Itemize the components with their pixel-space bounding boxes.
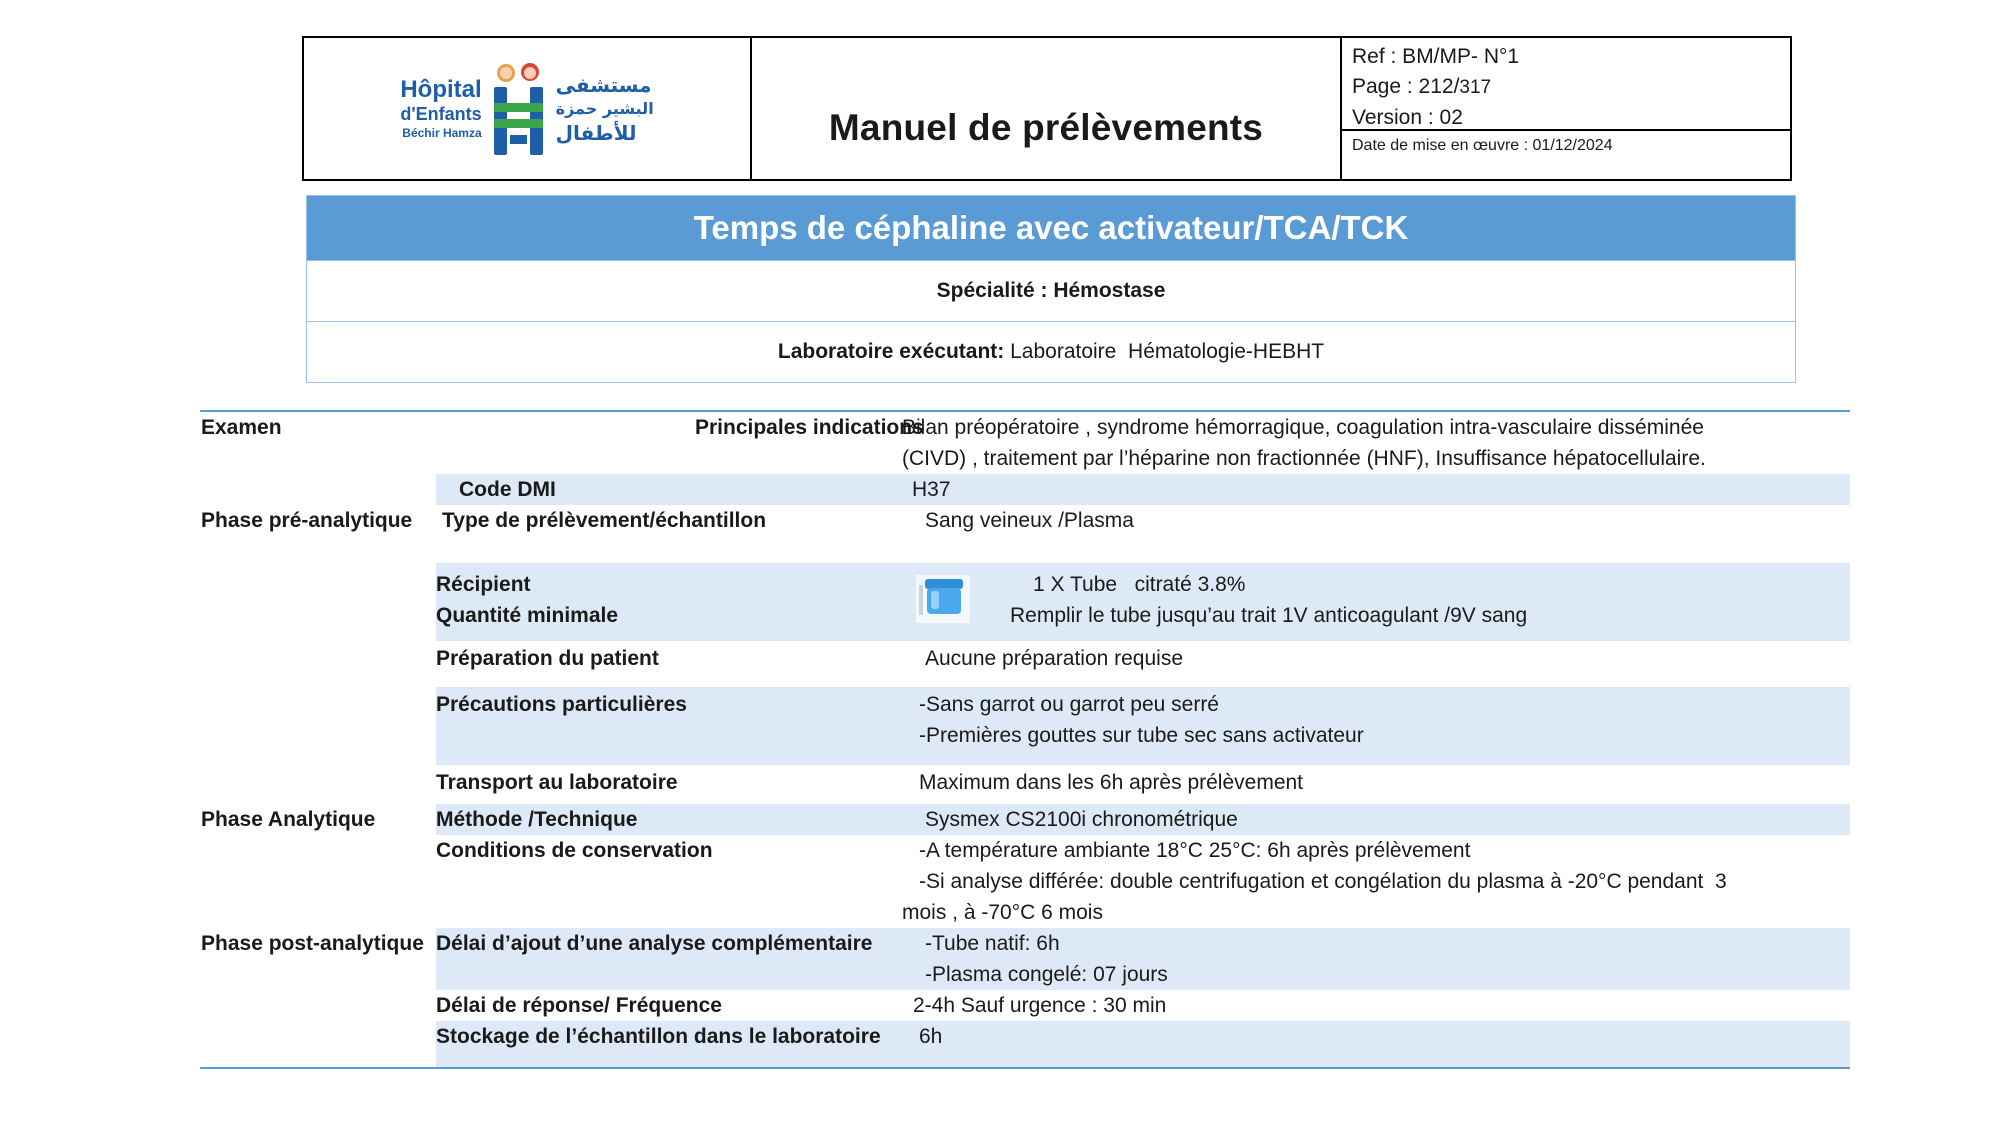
table-row: [200, 990, 1850, 1021]
hospital-logo: [400, 59, 653, 159]
row-value: -Tube natif: 6h -Plasma congelé: 07 jours: [925, 932, 1168, 986]
row-label: [436, 569, 902, 641]
table-row: [200, 563, 1850, 641]
children-logo-icon: [490, 59, 548, 159]
document-meta: [1342, 38, 1790, 179]
lab-row: [307, 321, 1795, 382]
manual-title-cell: [752, 38, 1342, 179]
row-label: Code DMI: [459, 478, 556, 501]
logo-latin-line3: Béchir Hamza: [402, 125, 482, 140]
row-value: 2-4h Sauf urgence : 30 min: [913, 994, 1167, 1017]
row-value: Maximum dans les 6h après prélèvement: [919, 771, 1304, 794]
logo-latin-line1: Hôpital: [400, 75, 482, 103]
row-value: 6h: [919, 1025, 943, 1048]
test-title-block: [306, 195, 1796, 383]
phase-label: [200, 990, 436, 1021]
row-value: Aucune préparation requise: [925, 647, 1184, 670]
row-label: Principales indications: [695, 416, 924, 439]
logo-arabic-line2: البشير حمزة: [555, 98, 654, 118]
logo-arabic-line3: للأطفال: [555, 120, 637, 145]
logo-arabic-text: [556, 73, 654, 145]
phase-label: [200, 1021, 436, 1067]
row-label: Délai d’ajout d’une analyse complémentaire: [436, 932, 873, 955]
row-value: -Sans garrot ou garrot peu serré -Premières gouttes sur tube sec sans activateur: [919, 693, 1364, 747]
row-value: [902, 569, 1850, 641]
sampling-info-table: [200, 410, 1850, 1069]
row-label: Précautions particulières: [436, 693, 687, 716]
specialty-row: [307, 260, 1795, 321]
citrate-tube-icon: [916, 575, 970, 623]
min-quantity-label: Quantité minimale: [436, 604, 619, 627]
table-row: [200, 505, 1850, 563]
phase-label: Phase pré-analytique: [201, 509, 413, 532]
table-row: [200, 641, 1850, 687]
lab-value: Laboratoire Hématologie-HEBHT: [1004, 340, 1325, 363]
effective-date: Date de mise en œuvre : 01/12/2024: [1352, 137, 1613, 154]
version: Version : 02: [1352, 106, 1463, 129]
phase-label: Phase Analytique: [201, 808, 376, 831]
row-value: -A température ambiante 18°C 25°C: 6h après prélèvement -Si analyse différée: double centrifugation et congélation du plasma à -20°C pendant 3 mois , à -70°C 6 mois: [902, 839, 1727, 924]
phase-label: [200, 474, 436, 505]
row-value: Sang veineux /Plasma: [925, 509, 1134, 532]
table-row: [200, 928, 1850, 990]
logo-arabic-line1: مستشفى: [555, 72, 652, 97]
lab-label: Laboratoire exécutant:: [777, 340, 1005, 363]
row-label: Délai de réponse/ Fréquence: [436, 994, 722, 1017]
row-value: Bilan préopératoire , syndrome hémorragique, coagulation intra-vasculaire disséminée (CIVD) , traitement par l’héparine non fractionnée (HNF), Insuffisance hépatocellulaire.: [902, 416, 1706, 470]
phase-label: [200, 835, 436, 928]
phase-label: Examen: [201, 416, 282, 439]
recipient-value: 1 X Tube citraté 3.8%: [1033, 573, 1246, 596]
phase-label: [200, 689, 436, 765]
phase-label: [200, 767, 436, 804]
table-row: [200, 687, 1850, 765]
phase-label: Phase post-analytique: [201, 932, 424, 955]
row-label: Type de prélèvement/échantillon: [442, 509, 767, 532]
row-value: Sysmex CS2100i chronométrique: [925, 808, 1238, 831]
manual-title: Manuel de prélèvements: [828, 107, 1264, 148]
logo-latin-text: [400, 75, 482, 140]
table-row: [200, 765, 1850, 804]
phase-label: [200, 569, 436, 641]
meta-ref-block: [1342, 38, 1790, 131]
document-header: [302, 36, 1792, 181]
specialty: Spécialité : Hémostase: [936, 279, 1166, 302]
table-row: [200, 1021, 1850, 1067]
row-label: Conditions de conservation: [436, 839, 713, 862]
table-row: [200, 804, 1850, 835]
row-value: H37: [912, 478, 951, 501]
row-label: Transport au laboratoire: [436, 771, 678, 794]
test-title: Temps de céphaline avec activateur/TCA/TCK: [693, 209, 1409, 246]
recipient-label: Récipient: [436, 573, 531, 596]
table-row: [200, 835, 1850, 928]
row-label: Méthode /Technique: [436, 808, 638, 831]
row-label: Stockage de l’échantillon dans le laboratoire: [436, 1025, 881, 1048]
phase-label: [200, 643, 436, 687]
table-row: [200, 412, 1850, 474]
logo-cell: [304, 38, 752, 179]
page-number: Page : 212/317: [1352, 75, 1492, 98]
table-row: [200, 474, 1850, 505]
logo-latin-line2: d'Enfants: [400, 103, 482, 124]
ref-number: Ref : BM/MP- N°1: [1352, 45, 1520, 68]
min-quantity-value: Remplir le tube jusqu’au trait 1V anticoagulant /9V sang: [1010, 604, 1528, 627]
row-label: Préparation du patient: [436, 647, 659, 670]
test-title-bar: [307, 196, 1795, 260]
